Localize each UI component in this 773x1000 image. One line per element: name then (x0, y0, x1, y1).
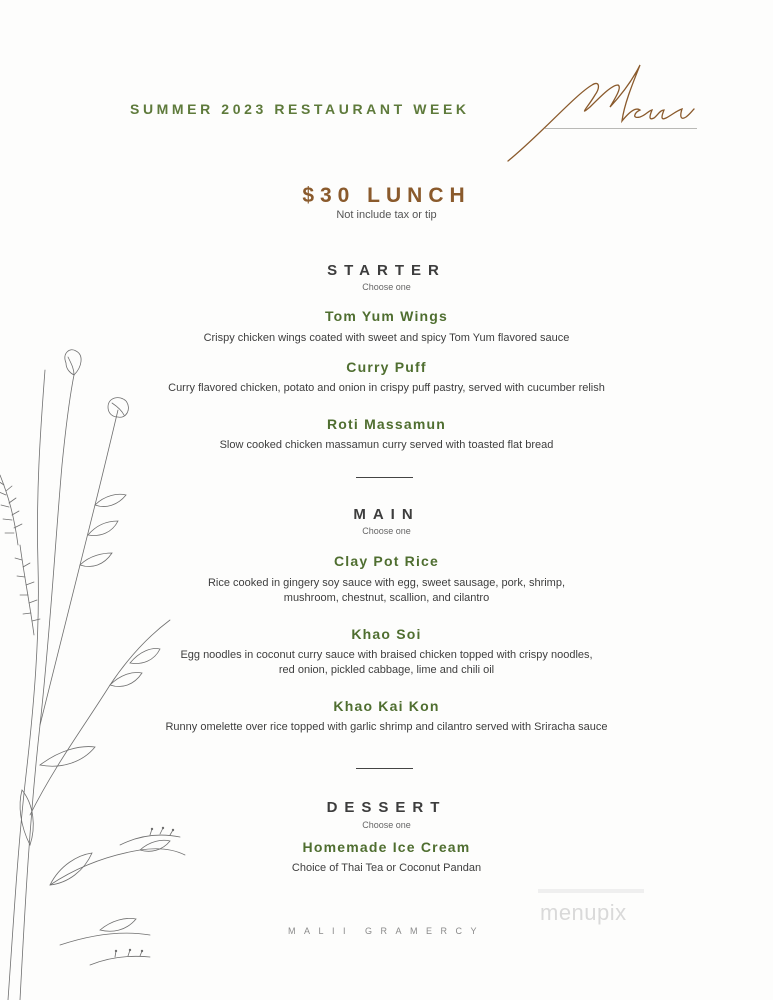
item-name: Curry Puff (346, 359, 427, 375)
item-description: Runny omelette over rice topped with garlic shrimp and cilantro served with Sriracha sauce (165, 721, 608, 733)
watermark-bar (538, 889, 644, 893)
section-divider (356, 768, 413, 769)
section-title-main: MAIN (353, 506, 420, 523)
item-description: Curry flavored chicken, potato and onion in crispy puff pastry, served with cucumber relish (168, 382, 605, 394)
section-subtitle-dessert: Choose one (362, 820, 411, 830)
item-description: Choice of Thai Tea or Coconut Pandan (291, 862, 482, 874)
item-name: Khao Kai Kon (333, 698, 440, 714)
section-title-dessert: DESSERT (326, 799, 447, 816)
item-name: Homemade Ice Cream (302, 839, 471, 855)
item-description: Rice cooked in gingery soy sauce with egg, sweet sausage, pork, shrimp, (207, 577, 566, 589)
item-name: Roti Massamun (326, 416, 447, 432)
menu-script-logo (500, 55, 700, 170)
botanical-illustration (0, 345, 200, 1000)
section-subtitle-main: Choose one (362, 526, 411, 536)
item-description: Slow cooked chicken massamun curry served with toasted flat bread (219, 439, 554, 451)
item-description: Crispy chicken wings coated with sweet and spicy Tom Yum flavored sauce (203, 332, 570, 344)
item-name: Clay Pot Rice (333, 553, 440, 569)
price-title: $30 LUNCH (302, 184, 471, 207)
watermark: menupix (540, 900, 627, 925)
price-note: Not include tax or tip (336, 209, 437, 221)
section-title-starter: STARTER (327, 262, 446, 279)
item-description: red onion, pickled cabbage, lime and chili oil (278, 664, 495, 676)
section-subtitle-starter: Choose one (362, 282, 411, 292)
item-description: mushroom, chestnut, scallion, and cilantro (283, 592, 490, 604)
restaurant-brand: MALII GRAMERCY (287, 926, 485, 936)
item-name: Tom Yum Wings (324, 308, 449, 324)
item-name: Khao Soi (351, 626, 422, 642)
item-description: Egg noodles in coconut curry sauce with braised chicken topped with crispy noodles, (180, 649, 593, 661)
section-divider (356, 477, 413, 478)
event-title: SUMMER 2023 RESTAURANT WEEK (130, 101, 470, 117)
